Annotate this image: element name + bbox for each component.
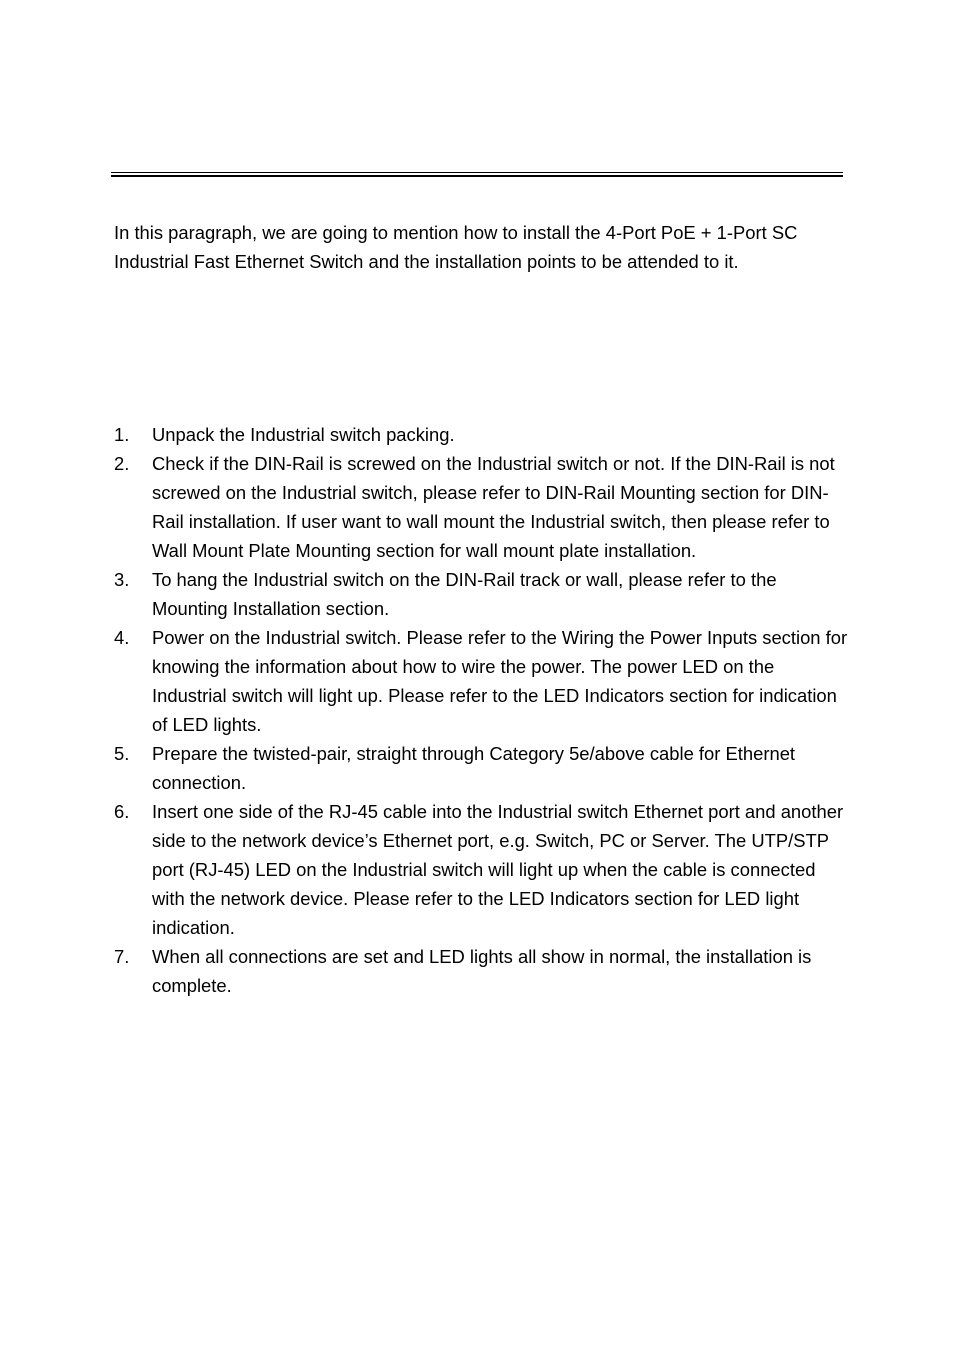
step-item — [114, 565, 849, 623]
step-text: When all connections are set and LED lights all show in normal, the installation is complete. — [152, 946, 812, 996]
step-text: Power on the Industrial switch. Please refer to the Wiring the Power Inputs section for knowing the information about how to wire the power. The power LED on the Industrial switch will light up. Please refer to the LED Indicators section for indication of LED lights. — [152, 627, 848, 735]
step-text: Prepare the twisted-pair, straight through Category 5e/above cable for Ethernet connection. — [152, 743, 796, 793]
step-text: To hang the Industrial switch on the DIN-Rail track or wall, please refer to the Mounting Installation section. — [152, 569, 777, 619]
step-item — [114, 449, 849, 565]
intro-paragraph: In this paragraph, we are going to mention how to install the 4-Port PoE + 1-Port SC Industrial Fast Ethernet Switch and the installation points to be attended to it. — [114, 222, 798, 272]
step-item — [114, 623, 849, 739]
step-item — [114, 739, 849, 797]
header-rule-thin — [111, 172, 843, 173]
step-number: 6. — [114, 801, 130, 822]
step-text: Unpack the Industrial switch packing. — [152, 424, 455, 445]
header-rule-thick — [111, 175, 843, 177]
step-number: 2. — [114, 453, 130, 474]
step-number: 1. — [114, 424, 130, 445]
installation-steps-list — [114, 420, 849, 1000]
step-number: 4. — [114, 627, 130, 648]
step-number: 3. — [114, 569, 130, 590]
step-text: Check if the DIN-Rail is screwed on the Industrial switch or not. If the DIN-Rail is not screwed on the Industrial switch, please refer to DIN-Rail Mounting section for DIN-Rail installation. If user want to wall mount the Industrial switch, then please refer to Wall Mount Plate Mounting section for wall mount plate installation. — [152, 453, 835, 561]
step-item — [114, 420, 849, 449]
step-item — [114, 942, 849, 1000]
step-number: 7. — [114, 946, 130, 967]
step-text: Insert one side of the RJ-45 cable into the Industrial switch Ethernet port and another side to the network device’s Ethernet port, e.g. Switch, PC or Server. The UTP/STP port (RJ-45) LED on the Industrial switch will light up when the cable is connected with the network device. Please refer to the LED Indicators section for LED light indication. — [152, 801, 844, 938]
step-number: 5. — [114, 743, 130, 764]
step-item — [114, 797, 849, 942]
